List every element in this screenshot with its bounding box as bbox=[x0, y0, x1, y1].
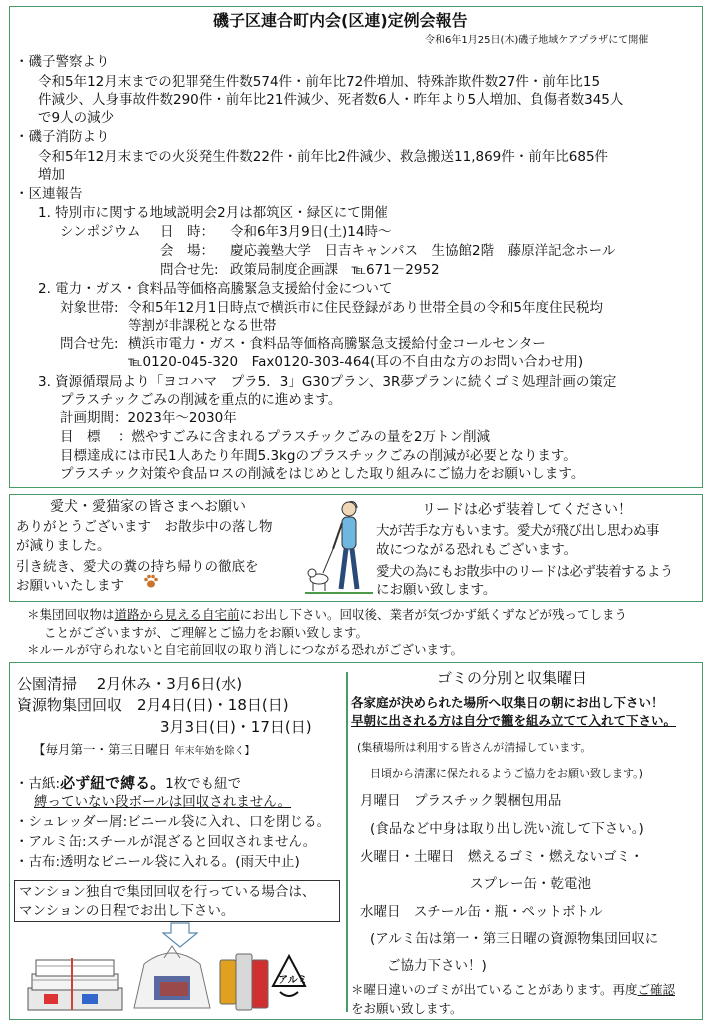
symposium-venue-label: 会 場： bbox=[160, 243, 214, 259]
leash-line-2: 故につながる恐れもございます。 bbox=[376, 542, 578, 558]
symposium-contact-label: 問合せ先: bbox=[160, 262, 219, 278]
shredder-rule: ・シュレッダー屑:ビニール袋に入れ、口を閉じる。 bbox=[15, 814, 331, 830]
goal-line-3: プラスチック対策や食品ロスの削減をはじめとした取り組みにご協力をお願いします。 bbox=[60, 466, 585, 482]
schedule-note-main: 【毎月第一・第三日曜日 bbox=[33, 742, 171, 757]
plan-period: 計画期間：2023年～2030年 bbox=[60, 410, 237, 426]
alumi-mark-label: アルミ bbox=[278, 975, 308, 986]
dog-walker-icon bbox=[305, 497, 373, 600]
paper-rule-pre: ・古紙: bbox=[15, 776, 61, 792]
tue-sat-schedule-2: スプレー缶・乾電池 bbox=[470, 876, 591, 892]
symposium-venue: 慶応義塾大学 日吉キャンパス 生協館2階 藤原洋記念ホール bbox=[230, 243, 616, 259]
paw-icon bbox=[143, 573, 159, 589]
contact-line-1: 横浜市電力・ガス・食料品等価格高騰緊急支援給付金コールセンター bbox=[128, 336, 546, 352]
police-line-2: 件減少、人身事故件数290件・前年比21件減少、死者数6人・昨年より5人増加、負傷者数345人 bbox=[38, 92, 624, 108]
pets-line-1: ありがとうございます お散歩中の落し物 bbox=[16, 519, 273, 535]
garbage-line-1: 各家庭が決められた場所へ収集日の朝にお出し下さい！ bbox=[351, 695, 664, 710]
newspaper-stack-icon bbox=[22, 948, 128, 1014]
goal-label: 目 標 bbox=[60, 429, 101, 445]
note-1 bbox=[27, 609, 627, 622]
ward-item-2: 2. 電力・ガス・食料品等価格高騰緊急支援給付金について bbox=[38, 281, 393, 297]
report-title: 磯子区連合町内会(区連)定例会報告 bbox=[213, 11, 468, 30]
ward-item-3-line-2: プラスチックごみの削減を重点的に進めます。 bbox=[60, 392, 342, 408]
leash-line-3: 愛犬の為にもお散歩中のリードは必ず装着するよう bbox=[376, 564, 673, 580]
garbage-footer-1 bbox=[351, 984, 675, 997]
mansion-line-1: マンション独自で集団回収を行っている場合は、 bbox=[19, 884, 316, 900]
contact-line-2: ℡0120-045-320 Fax0120-303-464(耳の不自由な方のお問い合わせ用) bbox=[128, 354, 584, 370]
police-line-1: 令和5年12月末までの犯罪発生件数574件・前年比72件増加、特殊詐欺件数27件・前年比15 bbox=[38, 74, 601, 90]
resource-collection-1: 資源物集団回収 2月4日(日)・18日(日) bbox=[17, 696, 289, 714]
ward-item-1: 1. 特別市に関する地域説明会2月は都筑区・緑区にて開催 bbox=[38, 205, 388, 221]
note-1-line-2: ことがございますが、ご理解とご協力をお願い致します。 bbox=[44, 625, 369, 640]
monday-note: (食品など中身は取り出し洗い流して下さい。) bbox=[370, 821, 644, 837]
paper-rule-2: 縛っていない段ボールは回収されません。 bbox=[34, 794, 292, 810]
pets-line-3: 引き続き、愛犬の糞の持ち帰りの徹底を bbox=[16, 559, 259, 575]
report-date: 令和6年1月25日(木)磯子地域ケアプラザにて開催 bbox=[425, 35, 649, 46]
leash-line-4: にお願い致します。 bbox=[376, 582, 497, 598]
goal-line-2: 目標達成には市民1人あたり年間5.3kgのプラスチックごみの削減が必要となります。 bbox=[60, 448, 577, 464]
target-label: 対象世帯: bbox=[60, 300, 119, 316]
garbage-note-2: 日頃から清潔に保たれるようご協力をお願い致します。) bbox=[370, 767, 643, 780]
park-cleaning: 公園清掃 2月休み・3月6日(水) bbox=[17, 675, 243, 693]
wednesday-note-1: (アルミ缶は第一・第三日曜の資源物集団回収に bbox=[370, 931, 659, 947]
police-heading: ・磯子警察より bbox=[15, 54, 110, 70]
monday-schedule: 月曜日 プラスチック製梱包用品 bbox=[360, 793, 562, 809]
fire-line-2: 増加 bbox=[38, 167, 65, 183]
resource-collection-2: 3月3日(日)・17日(日) bbox=[160, 718, 312, 736]
fire-line-1: 令和5年12月末までの火災発生件数22件・前年比2件減少、救急搬送11,869件・前年比685件 bbox=[38, 149, 609, 165]
target-line-2: 等割が非課税となる世帯 bbox=[128, 318, 277, 334]
schedule-note bbox=[33, 744, 255, 757]
symposium-label: シンポジウム bbox=[60, 224, 141, 240]
garbage-footer-pre: ＊曜日違いのゴミが出ていることがあります。再度 bbox=[351, 982, 638, 997]
symposium-date: 令和6年3月9日(土)14時～ bbox=[230, 224, 392, 240]
clothes-rule: ・古布:透明なビニール袋に入れる。(雨天中止) bbox=[15, 854, 300, 870]
schedule-note-small: 年末年始を除く】 bbox=[174, 746, 255, 757]
garbage-line-2: 早朝に出される方は自分で籠を組み立てて入れて下さい。 bbox=[351, 713, 677, 728]
garbage-footer-underlined: ご確認 bbox=[637, 982, 676, 997]
paper-rule-post: 1枚でも紐で bbox=[165, 776, 242, 792]
note-1-post: にお出し下さい。回収後、業者が気づかず紙くずなどが残ってしまう bbox=[239, 607, 628, 622]
fire-heading: ・磯子消防より bbox=[15, 129, 110, 145]
cans-rule: ・アルミ缶:スチールが混ざると回収されません。 bbox=[15, 834, 317, 850]
leash-title: リードは必ず装着してください！ bbox=[422, 502, 632, 518]
pets-line-4: お願いいたします bbox=[16, 578, 124, 594]
note-1-underlined: 道路から見える自宅前 bbox=[114, 607, 240, 622]
garbage-note-1: (集積場所は利用する皆さんが清掃しています。 bbox=[357, 741, 592, 754]
contact-label: 問合せ先: bbox=[60, 336, 119, 352]
ward-heading: ・区連報告 bbox=[15, 186, 83, 202]
tue-sat-schedule: 火曜日・土曜日 燃えるゴミ・燃えないゴミ・ bbox=[360, 849, 644, 865]
paper-rule bbox=[15, 776, 241, 792]
leash-line-1: 大が苦手な方もいます。愛犬が飛び出し思わぬ事 bbox=[376, 523, 659, 539]
pets-line-2: が減りました。 bbox=[16, 538, 111, 554]
note-1-pre: ＊集団回収物は bbox=[27, 607, 115, 622]
cans-icon bbox=[218, 950, 270, 1014]
goal-line-1: ：燃やすごみに含まれるプラスチックごみの量を2万トン削減 bbox=[118, 429, 491, 445]
wednesday-note-2: ご協力下さい！) bbox=[387, 958, 487, 974]
paper-rule-bold: 必ず紐で縛る。 bbox=[60, 774, 166, 792]
target-line-1: 令和5年12月1日時点で横浜市に住民登録があり世帯全員の令和5年度住民税均 bbox=[128, 300, 603, 316]
mansion-line-2: マンションの日程でお出し下さい。 bbox=[19, 903, 235, 919]
police-line-3: で9人の減少 bbox=[38, 110, 115, 126]
pets-title: 愛犬・愛猫家の皆さまへお願い bbox=[50, 499, 246, 515]
symposium-date-label: 日 時： bbox=[160, 224, 214, 240]
column-divider bbox=[346, 672, 348, 1012]
wednesday-schedule: 水曜日 スチール缶・瓶・ペットボトル bbox=[360, 904, 603, 920]
garbage-footer-2: をお願い致します。 bbox=[351, 1001, 463, 1016]
note-2: ＊ルールが守られないと自宅前回収の取り消しにつながる恐れがございます。 bbox=[27, 642, 464, 657]
cloth-bag-icon bbox=[130, 944, 214, 1014]
symposium-contact: 政策局制度企画課 ℡671－2952 bbox=[230, 262, 440, 278]
ward-item-3: 3. 資源循環局より「ヨコハマ プラ5．3」G30プラン、3R夢プランに続くゴミ処理計画の策定 bbox=[38, 374, 617, 390]
garbage-title: ゴミの分別と収集曜日 bbox=[437, 669, 588, 687]
